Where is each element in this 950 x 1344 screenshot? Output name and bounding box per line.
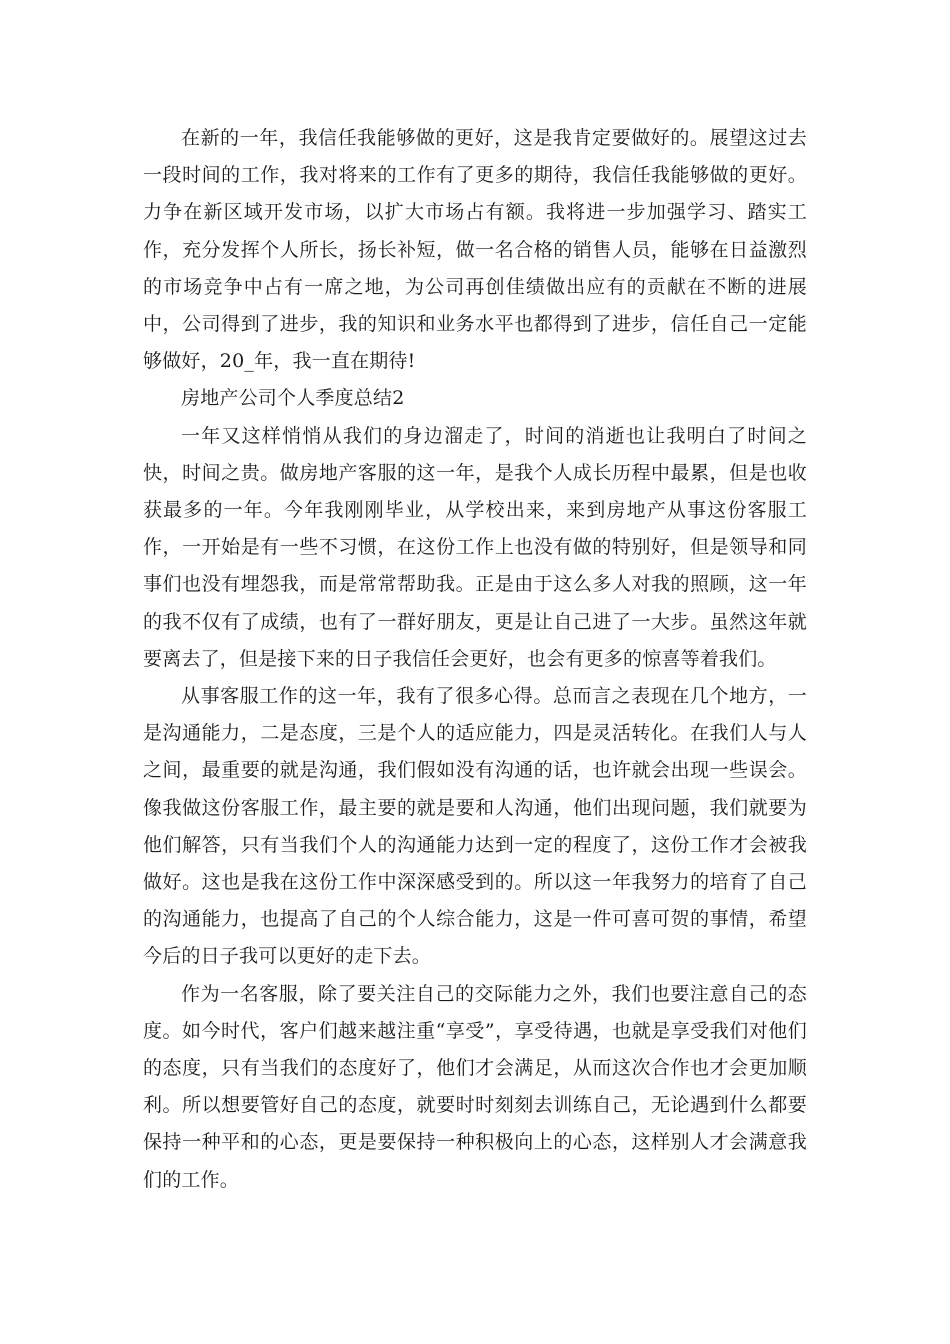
paragraph-intro: 在新的一年，我信任我能够做的更好，这是我肯定要做好的。展望这过去一段时间的工作，我对将来的工作有了更多的期待，我信任我能够做的更好。力争在新区域开发市场，以扩大市场占有额。我将进一步加强学习、踏实工作，充分发挥个人所长，扬长补短，做一名合格的销售人员，能够在日益激烈的市场竞争中占有一席之地，为公司再创佳绩做出应有的贡献在不断的进展中，公司得到了进步，我的知识和业务水平也都得到了进步，信任自己一定能够做好，20_年，我一直在期待! [143,127,807,373]
section-heading: 房地产公司个人季度总结2 [181,387,405,410]
paragraph-year-review: 一年又这样悄悄从我们的身边溜走了，时间的消逝也让我明白了时间之快，时间之贵。做房地产客服的这一年，是我个人成长历程中最累，但是也收获最多的一年。今年我刚刚毕业，从学校出来，来到房地产从事这份客服工作，一开始是有一些不习惯，在这份工作上也没有做的特别好，但是领导和同事们也没有埋怨我，而是常常帮助我。正是由于这么多人对我的照顾，这一年的我不仅有了成绩，也有了一群好朋友，更是让自己进了一大步。虽然这年就要离去了，但是接下来的日子我信任会更好，也会有更多的惊喜等着我们。 [143,424,807,670]
paragraph-communication: 从事客服工作的这一年，我有了很多心得。总而言之表现在几个地方，一是沟通能力，二是态度，三是个人的适应能力，四是灵活转化。在我们人与人之间，最重要的就是沟通，我们假如没有沟通的话，也许就会出现一些误会。像我做这份客服工作，最主要的就是要和人沟通，他们出现问题，我们就要为他们解答，只有当我们个人的沟通能力达到一定的程度了，这份工作才会被我做好。这也是我在这份工作中深深感受到的。所以这一年我努力的培育了自己的沟通能力，也提高了自己的个人综合能力，这是一件可喜可贺的事情，希望今后的日子我可以更好的走下去。 [143,685,807,968]
document-body [143,120,807,1199]
paragraph-attitude: 作为一名客服，除了要关注自己的交际能力之外，我们也要注意自己的态度。如今时代，客户们越来越注重“享受”，享受待遇，也就是享受我们对他们的态度，只有当我们的态度好了，他们才会满足，从而这次合作也才会更加顺利。所以想要管好自己的态度，就要时时刻刻去训练自己，无论遇到什么都要保持一种平和的心态，更是要保持一种积极向上的心态，这样别人才会满意我们的工作。 [143,982,807,1191]
